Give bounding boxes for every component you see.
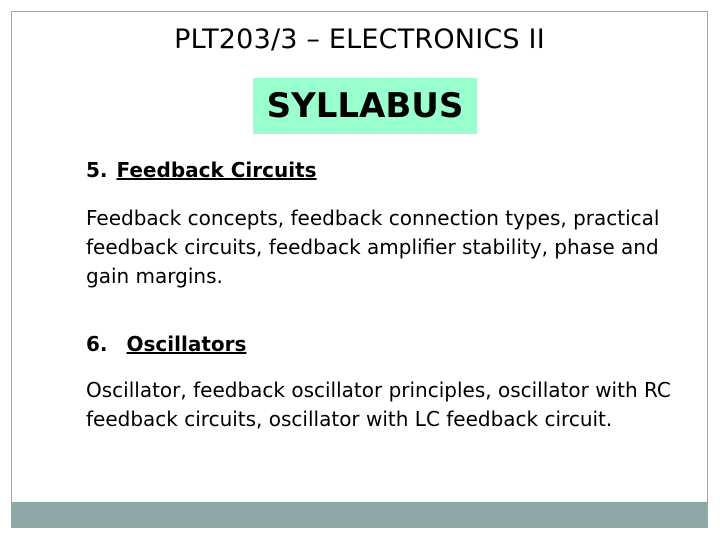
section-heading: [86, 332, 686, 356]
section-title: Feedback Circuits: [116, 158, 317, 182]
section-description: Feedback concepts, feedback connection types, practical feedback circuits, feedback amplifier stability, phase and gain margins.: [86, 206, 660, 288]
footer-bar: [12, 502, 707, 527]
syllabus-label-box: [253, 78, 477, 134]
section-heading: [86, 158, 686, 182]
section-description: Oscillator, feedback oscillator principles, oscillator with RC feedback circuits, oscillator with LC feedback circuit.: [86, 378, 671, 431]
section-feedback-circuits: [86, 158, 686, 291]
section-number: 6.: [86, 332, 108, 356]
section-oscillators: [86, 332, 686, 434]
slide-frame: [11, 11, 708, 528]
section-title: Oscillators: [126, 332, 247, 356]
syllabus-label: SYLLABUS: [266, 86, 464, 126]
slide-title: PLT203/3 – ELECTRONICS II: [174, 24, 545, 55]
section-number: 5.: [86, 158, 108, 182]
